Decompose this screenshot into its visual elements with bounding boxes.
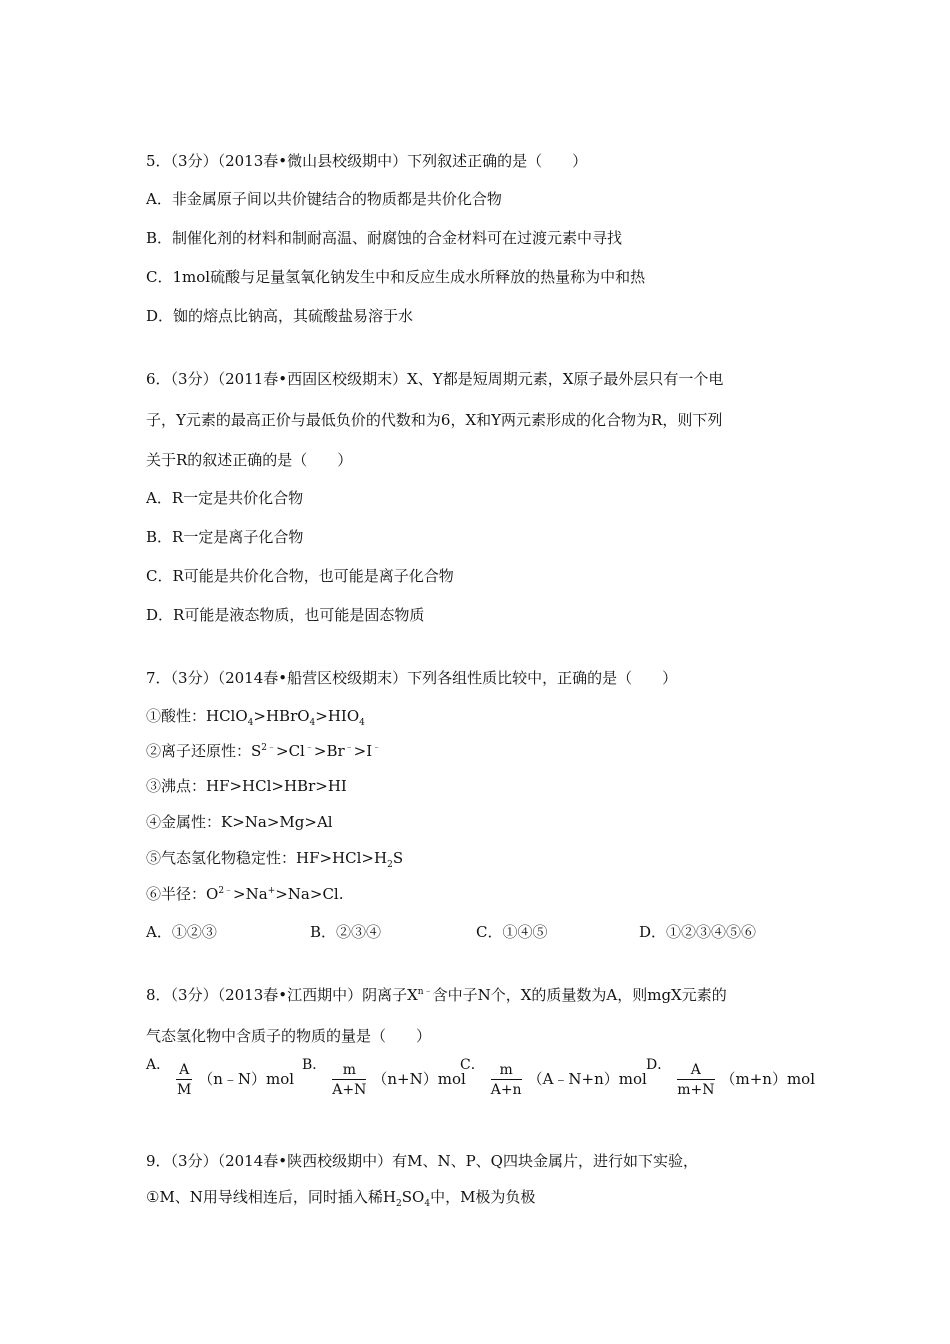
q7-option-a: A．①②③: [146, 923, 217, 941]
q6-stem-line2: 子，Y元素的最高正价与最低负价的代数和为6，X和Y两元素形成的化合物为R，则下列: [146, 411, 723, 429]
q8-option-c: C． $\frac{m}{A+n}$ （A﹣N+n）mol: [460, 1057, 647, 1098]
q6-option-a: A．R一定是共价化合物: [146, 489, 304, 507]
q5-option-a: A．非金属原子间以共价键结合的物质都是共价化合物: [146, 190, 502, 208]
fraction: $\frac{m}{A+N}$: [332, 1062, 367, 1098]
q6-stem-line3: 关于R的叙述正确的是（ ）: [146, 451, 353, 469]
fraction: $\frac{A}{m+N}$: [677, 1062, 715, 1098]
q6-option-b: B．R一定是离子化合物: [146, 528, 304, 546]
q8-stem-line1: 8．（3分）（2013春•江西期中）阴离子$X^{n﹣}$含中子N个，X的质量数为A，则mgX元素的: [146, 986, 727, 1004]
q5-option-d: D．铷的熔点比钠高，其硫酸盐易溶于水: [146, 307, 414, 325]
q8-stem-line2: 气态氢化物中含质子的物质的量是（ ）: [146, 1027, 432, 1045]
q5-stem: 5．（3分）（2013春•微山县校级期中）下列叙述正确的是（ ）: [146, 152, 588, 170]
q6-stem-line1: 6．（3分）（2011春•西固区校级期末）X、Y都是短周期元素，X原子最外层只有一个电: [146, 370, 724, 388]
q7-option-c: C．①④⑤: [476, 923, 548, 941]
q5-option-c: C．1mol硫酸与足量氢氧化钠发生中和反应生成水所释放的热量称为中和热: [146, 268, 646, 286]
q7-item-1: ①酸性：$HClO_4>HBrO_4>HIO_4$: [146, 707, 365, 728]
fraction: $\frac{A}{M}$: [177, 1062, 192, 1098]
q7-option-d: D．①②③④⑤⑥: [639, 923, 757, 941]
q8-option-d: D． $\frac{A}{m+N}$ （m+n）mol: [646, 1057, 816, 1098]
q7-option-b: B．②③④: [310, 923, 382, 941]
q7-stem: 7．（3分）（2014春•船营区校级期末）下列各组性质比较中，正确的是（ ）: [146, 669, 678, 687]
q7-item-5: ⑤气态氢化物稳定性：$HF>HCl>H_2S$: [146, 849, 404, 870]
q7-item-3: ③沸点：HF>HCl>HBr>HI: [146, 777, 347, 795]
q9-stem: 9．（3分）（2014春•陕西校级期中）有M、N、P、Q四块金属片，进行如下实验，: [146, 1152, 698, 1170]
fraction: $\frac{m}{A+n}$: [490, 1062, 522, 1098]
q7-item-2: ②离子还原性：$S^{2﹣}>Cl^﹣>Br^﹣>I^﹣$: [146, 742, 382, 760]
q7-item-6: ⑥半径：$O^{2﹣}>Na^+>Na>Cl$.: [146, 885, 344, 903]
q7-item-4: ④金属性：K>Na>Mg>Al: [146, 813, 333, 831]
q9-item-1: ①M、N用导线相连后，同时插入稀$H_2SO_4$中，M极为负极: [146, 1188, 536, 1209]
q5-option-b: B．制催化剂的材料和制耐高温、耐腐蚀的合金材料可在过渡元素中寻找: [146, 229, 623, 247]
q8-option-a: A． $\frac{A}{M}$ （n﹣N）mol: [146, 1057, 295, 1098]
q8-option-b: B． $\frac{m}{A+N}$ （n+N）mol: [302, 1057, 466, 1098]
q6-option-c: C．R可能是共价化合物，也可能是离子化合物: [146, 567, 454, 585]
q6-option-d: D．R可能是液态物质，也可能是固态物质: [146, 606, 425, 624]
